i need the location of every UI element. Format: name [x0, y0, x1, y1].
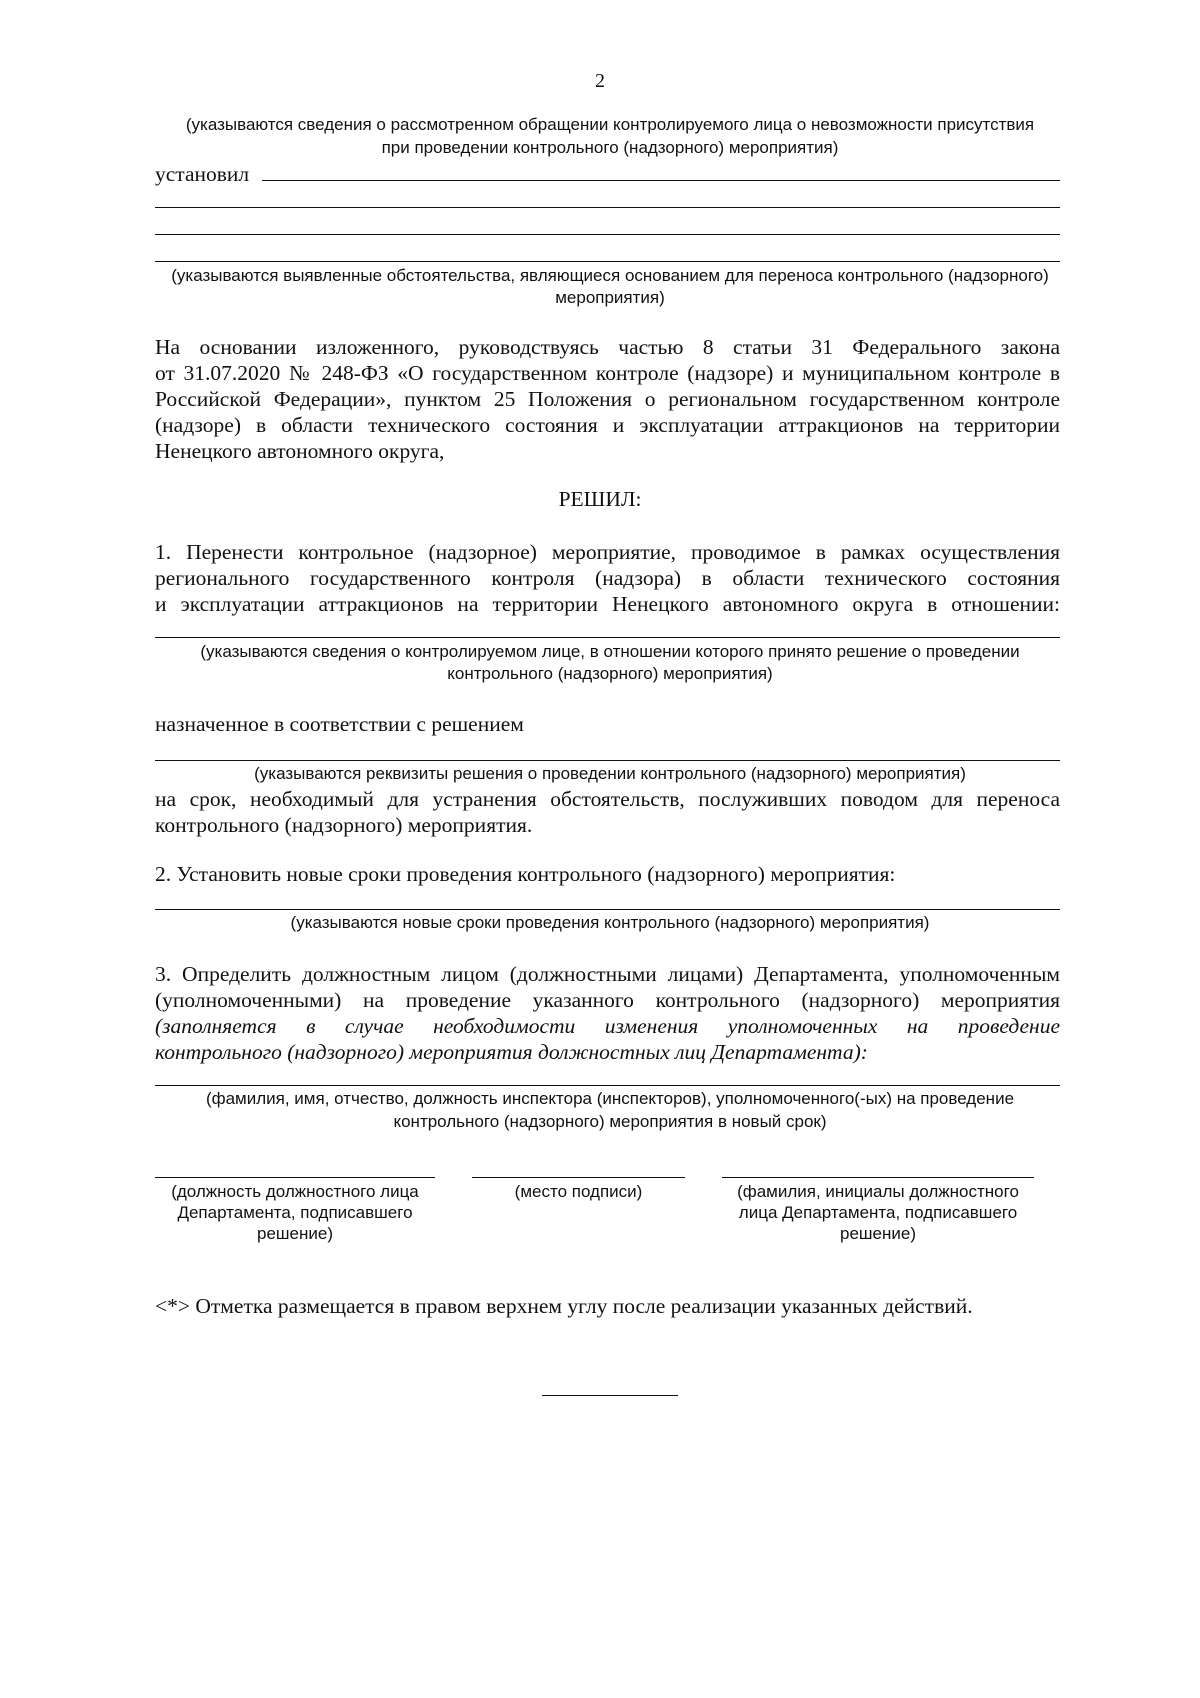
item3-note-line1: (фамилия, имя, отчество, должность инспектора (инспекторов), уполномоченного(-ых) на проведение — [205, 1089, 1015, 1108]
basis-line-1: На основании изложенного, руководствуясь частью 8 статьи 31 Федерального закона — [155, 335, 1060, 359]
signature-name-line — [722, 1177, 1034, 1178]
signature-name-caption-line1: (фамилия, инициалы должностного — [737, 1182, 1019, 1201]
signature-name-caption-line2: лица Департамента, подписавшего — [738, 1203, 1018, 1222]
decision-heading: РЕШИЛ: — [558, 487, 642, 511]
established-field-line-4 — [155, 261, 1060, 262]
item2-note: (указываются новые сроки проведения контрольного (надзорного) мероприятия) — [290, 913, 930, 932]
basis-line-3: Российской Федерации», пунктом 25 Положения о региональном государственном контроле — [155, 387, 1060, 411]
basis-line-5: Ненецкого автономного округа, — [155, 439, 445, 463]
signature-name-caption-line3: решение) — [839, 1224, 916, 1243]
signature-place-line — [472, 1177, 685, 1178]
item1-line-2: регионального государственного контроля (надзора) в области технического состояния — [155, 566, 1060, 590]
circumstances-note-line2: мероприятия) — [555, 288, 665, 307]
established-field-line-2 — [155, 207, 1060, 208]
item3-note-line2: контрольного (надзорного) мероприятия в новый срок) — [393, 1112, 827, 1131]
signature-position-caption-line3: решение) — [256, 1224, 333, 1243]
header-note-line2: при проведении контрольного (надзорного) мероприятия) — [381, 138, 839, 157]
item3-italic-line-1: (заполняется в случае необходимости изменения уполномоченных на проведение — [155, 1014, 1060, 1038]
assigned-label: назначенное в соответствии с решением — [155, 712, 524, 736]
header-note-line1: (указываются сведения о рассмотренном обращении контролируемого лица о невозможности присутствия — [185, 115, 1035, 134]
decision-details-field-line — [155, 760, 1060, 761]
footnote: <*> Отметка размещается в правом верхнем углу после реализации указанных действий. — [155, 1294, 973, 1318]
signature-position-caption-line2: Департамента, подписавшего — [177, 1203, 413, 1222]
term-line-2: контрольного (надзорного) мероприятия. — [155, 813, 533, 837]
established-field-line-1 — [262, 180, 1060, 181]
decision-details-note: (указываются реквизиты решения о проведении контрольного (надзорного) мероприятия) — [254, 764, 966, 783]
controlled-person-field-line — [155, 637, 1060, 638]
closing-separator-line — [542, 1395, 678, 1396]
item3-line-1: 3. Определить должностным лицом (должностными лицами) Департамента, уполномоченным — [155, 962, 1060, 986]
established-field-line-3 — [155, 234, 1060, 235]
item2-field-line — [155, 909, 1060, 910]
item2-text: 2. Установить новые сроки проведения контрольного (надзорного) мероприятия: — [155, 862, 896, 886]
controlled-person-note-line2: контрольного (надзорного) мероприятия) — [447, 664, 773, 683]
established-label: установил — [155, 162, 250, 186]
signature-position-line — [155, 1177, 435, 1178]
signature-position-caption-line1: (должность должностного лица — [171, 1182, 419, 1201]
signature-place-caption: (место подписи) — [514, 1182, 643, 1201]
item3-italic-line-2: контрольного (надзорного) мероприятия должностных лиц Департамента): — [155, 1040, 868, 1064]
circumstances-note-line1: (указываются выявленные обстоятельства, являющиеся основанием для переноса контрольного (надзорного) — [171, 266, 1049, 285]
controlled-person-note-line1: (указываются сведения о контролируемом лице, в отношении которого принято решение о проведении — [200, 642, 1020, 661]
term-line-1: на срок, необходимый для устранения обстоятельств, послуживших поводом для переноса — [155, 787, 1060, 811]
page-number: 2 — [595, 70, 605, 92]
item3-line-2: (уполномоченными) на проведение указанного контрольного (надзорного) мероприятия — [155, 988, 1060, 1012]
item1-line-1: 1. Перенести контрольное (надзорное) мероприятие, проводимое в рамках осуществления — [155, 540, 1060, 564]
basis-line-2: от 31.07.2020 № 248-ФЗ «О государственном контроле (надзоре) и муниципальном контроле в — [155, 361, 1060, 385]
item3-field-line — [155, 1085, 1060, 1086]
basis-line-4: (надзоре) в области технического состояния и эксплуатации аттракционов на территории — [155, 413, 1060, 437]
item1-line-3: и эксплуатации аттракционов на территории Ненецкого автономного округа в отношении: — [155, 592, 1060, 616]
